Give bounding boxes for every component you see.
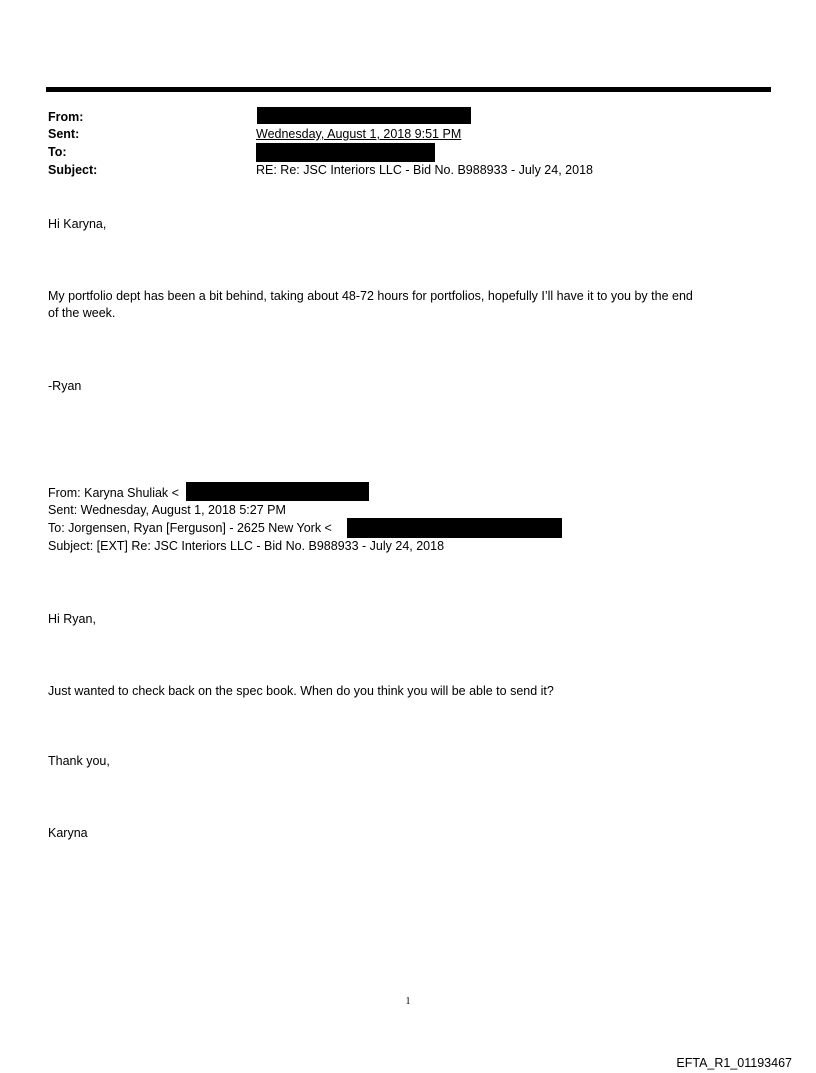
sent-label: Sent: (48, 127, 80, 141)
redaction-quoted-to (347, 518, 562, 538)
quoted-to-line: To: Jorgensen, Ryan [Ferguson] - 2625 New York < (48, 521, 332, 535)
header-rule (46, 87, 771, 92)
reply-signoff: -Ryan (48, 379, 82, 393)
redaction-from (257, 107, 471, 124)
page-number: 1 (405, 996, 411, 1007)
reply-paragraph-line-2: of the week. (48, 306, 116, 320)
subject-value: RE: Re: JSC Interiors LLC - Bid No. B988933 - July 24, 2018 (256, 163, 593, 177)
quoted-signature: Karyna (48, 826, 88, 840)
quoted-sent-line: Sent: Wednesday, August 1, 2018 5:27 PM (48, 503, 286, 517)
from-label: From: (48, 110, 84, 124)
quoted-paragraph: Just wanted to check back on the spec book. When do you think you will be able to send it? (48, 684, 554, 698)
redaction-to (256, 143, 435, 162)
redaction-quoted-from (186, 482, 369, 501)
quoted-from-line: From: Karyna Shuliak < (48, 486, 179, 500)
to-label: To: (48, 145, 67, 159)
reply-paragraph-line-1: My portfolio dept has been a bit behind, taking about 48-72 hours for portfolios, hopefully I’ll have it to you by the end (48, 289, 693, 303)
quoted-greeting: Hi Ryan, (48, 612, 96, 626)
reply-greeting: Hi Karyna, (48, 217, 107, 231)
subject-label: Subject: (48, 163, 98, 177)
quoted-closing: Thank you, (48, 754, 110, 768)
sent-value: Wednesday, August 1, 2018 9:51 PM (256, 127, 462, 141)
quoted-subject-line: Subject: [EXT] Re: JSC Interiors LLC - Bid No. B988933 - July 24, 2018 (48, 539, 445, 553)
document-id: EFTA_R1_01193467 (676, 1056, 792, 1070)
